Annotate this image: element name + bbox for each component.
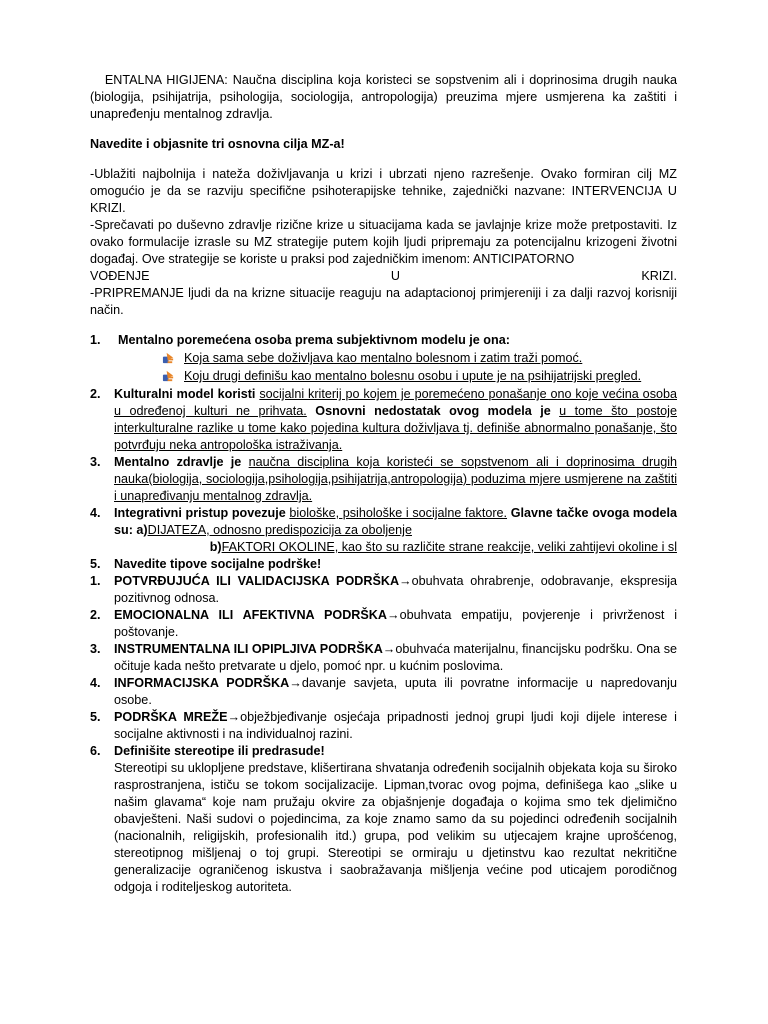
question-1-heading: Navedite i objasnite tri osnovna cilja MZ-a!	[90, 137, 345, 151]
support-item-2: 2. EMOCIONALNA ILI AFEKTIVNA PODRŠKA→obuhvata empatiju, povjerenje i privrženost i poštovanje.	[90, 608, 677, 639]
arrow-icon: →	[382, 642, 396, 656]
item-1-title: Mentalno poremećena osoba prema subjektivnom modelu je ona:	[118, 333, 510, 347]
arrow-icon: →	[227, 710, 241, 724]
arrow-icon: →	[387, 608, 400, 622]
list-item-5: 5. Navedite tipove socijalne podrške!	[90, 557, 322, 571]
list-item-2: 2. Kulturalni model koristi socijalni kriterij po kojem je poremećeno ponašanje ono koje većina osoba u određenoj kulturi ne prihvata. Osnovni nedostatak ovog modela je u tome što postoje interkulturalne razlike u tome kako pojedina kultura doživljava tj. definiše abnormalno ponašanje, što potvrđuju neka antropološka istraživanja.	[90, 387, 677, 452]
stereotype-paragraph: Stereotipi su ukloplјene predstave, klišertirana shvatanja određenih socijalnih objekata koja su široko rasprostranjena, ističu se tokom socijalizacije. Lipman,tvorac ovog pojma, definišega kao „slike u našim glavama“ koje nam pružaju okvire za objašnjenje događaja o kojima smo tek djelimično obavješteni. Naši sudovi o pojedincima, za koje znamo samo da su pojedinci određenih socijalnih (nacionalnih, religijskih, profesionalih itd.) grupa, pod velikim su utjecajem krajne uprošćenog, stereotipnog mišljenaj o toj grupi. Stereotipi se ormiraju u djetinstvu kao rezultat nekritične generalizacije ograničenog iskustva i saobražavanja mišljenja većine pod uticajem porodičnog odgoja i roditeljeskog autoriteta.	[114, 761, 677, 894]
list-item-1: 1. Mentalno poremećena osoba prema subjektivnom modelu je ona:	[90, 333, 510, 347]
intro-text: Naučna disciplina koja koristeci se sopstvenim ali i doprinosima drugih nauka (biologija, psihijatrija, psihologija, sociologija, antropologija) preuzima mjere usmjerena ka zaštiti i unapređenju mentalnog zdravlja.	[90, 73, 677, 121]
list-item-6: 6. Definišite stereotipe ili predrasude!	[90, 744, 325, 758]
intro-title: ENTALNA HIGIJENA:	[104, 73, 228, 87]
goal-2-tail: VOĐENJE U KRIZI.	[90, 269, 677, 283]
goal-2: -Sprečavati po duševno zdravlje rizične krize u situacijama kada se javlajnje krize može pretpostaviti. Iz ovako formulacije izrasle su MZ strategije putem kojih ljudi pripremaju za potencijalnu krizogeni životni događaj. Ove strategije se koriste u praksi pod zajedničkim imenom: ANTICIPATORNO	[90, 218, 677, 266]
hand-pointer-icon	[162, 370, 175, 383]
support-item-5: 5. PODRŠKA MREŽE→obježbjeđivanje osjećaja pripadnosti jednoj grupi ljudi koji dijele interese i socijalne aktivnosti i na individualnoj razini.	[90, 710, 677, 741]
goal-3: -PRIPREMANJE ljudi da na krizne situacije reaguju na adaptacionoj primjereniji i za dalji razvoj korisniji način.	[90, 286, 677, 317]
list-item-3: 3. Mentalno zdravlje je naučna disciplina koja koristeći se sopstvenom ali i doprinosima drugih nauka(biologija, sociologija,psihologija,psihijatrija,antropologija) poduzima mjere usmjerene na zaštiti i unapređivanju mentalnog zdravlja.	[90, 455, 678, 503]
bullet-item-2: Koju drugi definišu kao mentalno bolesnu osobu i upute je na psihijatrijski pregled.	[90, 368, 677, 385]
list-item-4: 4. Integrativni pristup povezuje biološke, psihološke i socijalne faktore. Glavne tačke ovoga modela su: a)DIJATEZA, odnosno predispozicija za oboljenje	[90, 506, 678, 537]
support-item-3: 3. INSTRUMENTALNA ILI OPIPLJIVA PODRŠKA→obuhvaća materijalnu, financijsku podršku. Ona se očituje kada nešto pretvarate u djelo, pomoć npr. u kućnim poslovima.	[90, 642, 677, 673]
document-page	[90, 72, 677, 896]
goal-1: -Ublažiti najbolnija i nateža doživljavanja u krizi i ubrzati njeno razrešenje. Ovako formiran cilj MZ omogućio je da se razviju specifične psihoterapijske tehnike, zajednički nazvane: INTERVENCIJA U KRIZI.	[90, 167, 677, 215]
bullet-item-1: Koja sama sebe doživljava kao mentalno bolesnom i zatim traži pomoć.	[90, 350, 677, 367]
item-4-b: b)FAKTORI OKOLINE, kao što su različite strane reakcije, veliki zahtijevi okoline i sl	[209, 540, 677, 554]
intro-paragraph	[90, 72, 677, 123]
support-item-4: 4. INFORMACIJSKA PODRŠKA→davanje savjeta, uputa ili povratne informacije u napredovanju osobe.	[90, 676, 677, 707]
arrow-icon: →	[399, 574, 412, 588]
arrow-icon: →	[289, 676, 302, 690]
hand-pointer-icon	[162, 352, 175, 365]
support-item-1: 1. POTVRĐUJUĆA ILI VALIDACIJSKA PODRŠKA→obuhvata ohrabrenje, odobravanje, ekspresija pozitivnog odnosa.	[90, 574, 678, 605]
